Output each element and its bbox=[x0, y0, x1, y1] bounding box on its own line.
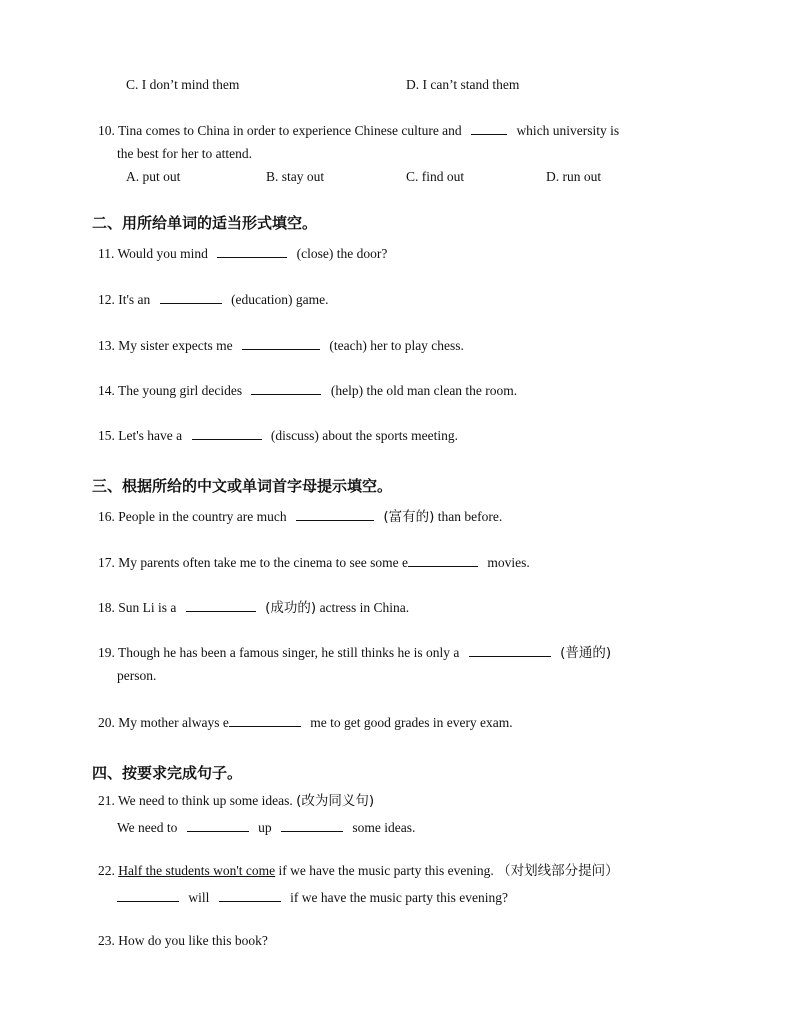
q18-post: actress in China. bbox=[319, 600, 410, 615]
q11-hint: (close) the door? bbox=[296, 246, 388, 261]
q21-text: 21. We need to think up some ideas. bbox=[98, 793, 293, 808]
q21-line-2 bbox=[117, 817, 415, 837]
q22-blank-1[interactable] bbox=[117, 887, 179, 902]
section-2-heading: 二、用所给单词的适当形式填空。 bbox=[92, 214, 318, 232]
q22-line-1 bbox=[98, 862, 619, 880]
q22-line-2 bbox=[117, 887, 508, 907]
q11-text: 11. Would you mind bbox=[98, 246, 208, 261]
q16-post: than before. bbox=[437, 509, 503, 524]
q12-text: 12. It's an bbox=[98, 292, 151, 307]
q17-post: movies. bbox=[487, 555, 530, 570]
q21-line2-b: up bbox=[258, 820, 272, 835]
q16-blank[interactable] bbox=[296, 506, 374, 521]
q10-number: 10. bbox=[98, 123, 115, 138]
q15-blank[interactable] bbox=[192, 425, 262, 440]
q13-text: 13. My sister expects me bbox=[98, 338, 233, 353]
q18-blank[interactable] bbox=[186, 597, 256, 612]
q16-text: 16. People in the country are much bbox=[98, 509, 287, 524]
q10-line-1 bbox=[98, 120, 619, 140]
q14-text: 14. The young girl decides bbox=[98, 383, 243, 398]
q19-line-1 bbox=[98, 642, 611, 662]
q15 bbox=[98, 425, 458, 445]
q10-option-c: C. find out bbox=[406, 169, 465, 184]
q17 bbox=[98, 552, 530, 572]
q9-option-d: D. I can’t stand them bbox=[406, 77, 520, 92]
q14-blank[interactable] bbox=[251, 380, 321, 395]
q11-blank[interactable] bbox=[217, 243, 287, 258]
q14 bbox=[98, 380, 517, 400]
q18-hint: (成功的) bbox=[265, 600, 317, 616]
q10-option-d: D. run out bbox=[546, 169, 602, 184]
q21-line2-c: some ideas. bbox=[352, 820, 416, 835]
q9-option-c: C. I don’t mind them bbox=[126, 77, 240, 92]
q13-hint: (teach) her to play chess. bbox=[329, 338, 464, 353]
q16-hint: (富有的) bbox=[383, 509, 435, 525]
q18-text: 18. Sun Li is a bbox=[98, 600, 177, 615]
section-4-heading: 四、按要求完成句子。 bbox=[92, 764, 243, 782]
q22-number: 22. bbox=[98, 863, 115, 878]
section-3-heading: 三、根据所给的中文或单词首字母提示填空。 bbox=[92, 477, 393, 495]
q13 bbox=[98, 335, 464, 355]
q22-line2-a: will bbox=[188, 890, 210, 905]
q19-cont: person. bbox=[117, 668, 157, 683]
q15-text: 15. Let's have a bbox=[98, 428, 183, 443]
q20-blank[interactable] bbox=[229, 712, 301, 727]
q16 bbox=[98, 506, 502, 526]
q13-blank[interactable] bbox=[242, 335, 320, 350]
q19-blank[interactable] bbox=[469, 642, 551, 657]
q21-blank-1[interactable] bbox=[187, 817, 249, 832]
q17-text: 17. My parents often take me to the cinema to see some e bbox=[98, 555, 409, 570]
q21-hint: (改为同义句) bbox=[296, 793, 375, 809]
q14-hint: (help) the old man clean the room. bbox=[330, 383, 518, 398]
q19-hint: (普通的) bbox=[560, 645, 612, 661]
q10-text-b: which university is bbox=[516, 123, 620, 138]
q20 bbox=[98, 712, 513, 732]
q21-line-1 bbox=[98, 792, 374, 810]
q11 bbox=[98, 243, 387, 263]
q22-hint: （对划线部分提问） bbox=[497, 863, 619, 879]
q10-option-a: A. put out bbox=[126, 169, 181, 184]
q10-text-a: Tina comes to China in order to experience Chinese culture and bbox=[118, 123, 462, 138]
q19-text: 19. Though he has been a famous singer, he still thinks he is only a bbox=[98, 645, 460, 660]
q12-hint: (education) game. bbox=[231, 292, 329, 307]
q10-text-c: the best for her to attend. bbox=[117, 146, 252, 161]
q20-text: 20. My mother always e bbox=[98, 715, 229, 730]
q20-post: me to get good grades in every exam. bbox=[310, 715, 513, 730]
q23: 23. How do you like this book? bbox=[98, 933, 268, 948]
q17-blank[interactable] bbox=[408, 552, 478, 567]
q22-text: if we have the music party this evening. bbox=[278, 863, 494, 878]
q22-blank-2[interactable] bbox=[219, 887, 281, 902]
q21-line2-a: We need to bbox=[117, 820, 178, 835]
q22-underlined: Half the students won't come bbox=[118, 863, 276, 878]
q21-blank-2[interactable] bbox=[281, 817, 343, 832]
q22-line2-b: if we have the music party this evening? bbox=[290, 890, 508, 905]
q18 bbox=[98, 597, 409, 617]
q12 bbox=[98, 289, 329, 309]
q10-blank[interactable] bbox=[471, 120, 507, 135]
q12-blank[interactable] bbox=[160, 289, 222, 304]
q10-option-b: B. stay out bbox=[266, 169, 325, 184]
q15-hint: (discuss) about the sports meeting. bbox=[270, 428, 459, 443]
